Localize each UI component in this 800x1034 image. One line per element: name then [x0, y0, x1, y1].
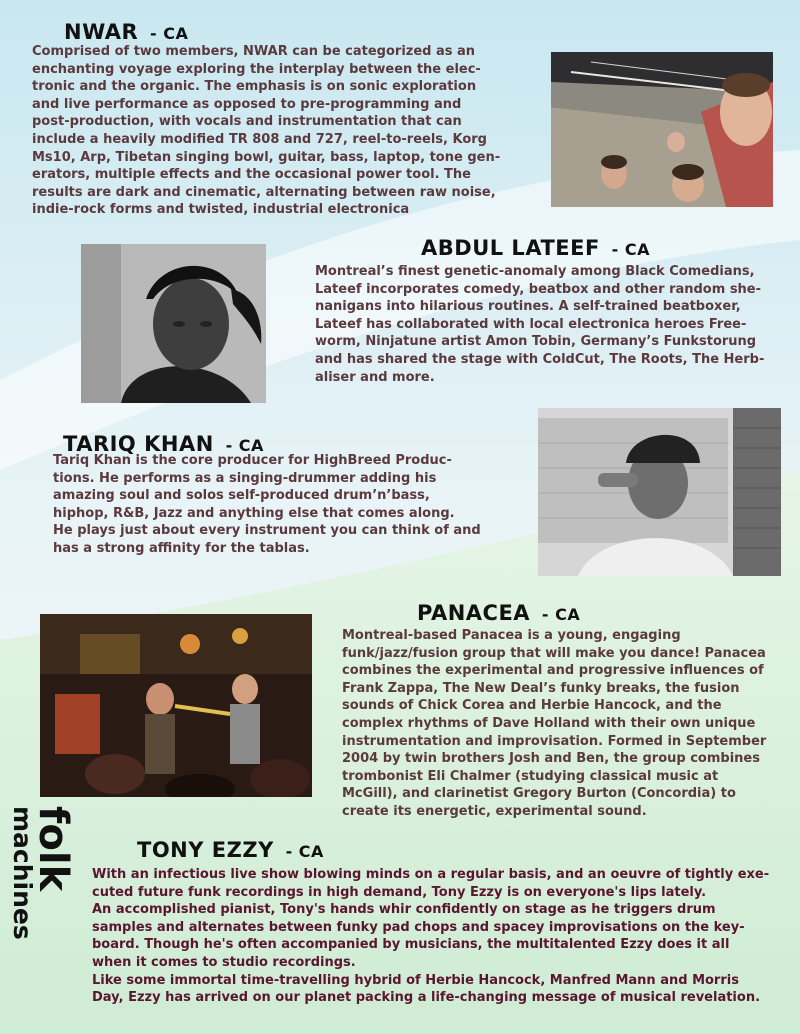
- bio-line: Lateef has collaborated with local electronica heroes Free-: [315, 316, 747, 332]
- bio-line: hiphop, R&B, Jazz and anything else that comes along.: [53, 505, 455, 521]
- bio-line: Frank Zappa, The New Deal’s funky breaks, the fusion: [342, 680, 740, 696]
- bio-line: Lateef incorporates comedy, beatbox and other random she-: [315, 281, 762, 297]
- artist-name: TARIQ KHAN: [63, 432, 214, 456]
- bio-line: aliser and more.: [315, 369, 435, 385]
- bio-line: amazing soul and solos self-produced drum’n’bass,: [53, 488, 430, 504]
- folk-machines-logo: [2, 800, 72, 1010]
- artist-bio-tariq-khan: [53, 452, 481, 558]
- bio-line: erators, multiple effects and the occasional power tool. The: [32, 167, 471, 183]
- artist-name: TONY EZZY: [137, 838, 274, 862]
- bio-line: post-production, with vocals and instrumentation that can: [32, 114, 462, 130]
- photo-abdul-lateef: [81, 244, 266, 403]
- bio-line: complex rhythms of Dave Holland with their own unique: [342, 715, 756, 731]
- photo-nwar-subway: [551, 52, 773, 207]
- bio-line: nanigans into hilarious routines. A self-trained beatboxer,: [315, 299, 741, 315]
- logo-word-folk: folk: [30, 806, 72, 892]
- bio-line: instrumentation and improvisation. Formed in September: [342, 733, 767, 749]
- bio-line: Like some immortal time-travelling hybrid of Herbie Hancock, Manfred Mann and Morris: [92, 972, 739, 988]
- bio-line: funk/jazz/fusion group that will make you dance! Panacea: [342, 645, 766, 661]
- bio-line: Ms10, Arp, Tibetan singing bowl, guitar, bass, laptop, tone gen-: [32, 149, 501, 165]
- bio-line: He plays just about every instrument you can think of and: [53, 523, 481, 539]
- artist-bio-panacea: [342, 627, 766, 821]
- bio-line: has a strong affinity for the tablas.: [53, 540, 310, 556]
- bio-line: samples and alternates between funky pad chops and spacey improvisations on the key-: [92, 919, 745, 935]
- logo-word-machines: machines: [8, 806, 37, 940]
- artist-heading-tony-ezzy: [137, 838, 324, 862]
- artist-region: - CA: [225, 436, 264, 455]
- bio-line: results are dark and cinematic, alternating between raw noise,: [32, 184, 496, 200]
- artist-bio-tony-ezzy: [92, 866, 769, 1007]
- bio-line: Montreal’s finest genetic-anomaly among Black Comedians,: [315, 264, 755, 279]
- bio-line: tronic and the organic. The emphasis is on sonic exploration: [32, 79, 477, 95]
- artist-heading-abdul-lateef: [421, 236, 650, 260]
- bio-line: sounds of Chick Corea and Herbie Hancock, and the: [342, 698, 722, 714]
- artist-region: - CA: [285, 842, 324, 861]
- artist-bio-nwar: [32, 43, 500, 219]
- photo-panacea-band: [40, 614, 312, 797]
- bio-line: trombonist Eli Chalmer (studying classical music at: [342, 768, 719, 784]
- bio-line: McGill), and clarinetist Gregory Burton (Concordia) to: [342, 786, 736, 802]
- bio-line: Comprised of two members, NWAR can be categorized as an: [32, 44, 476, 59]
- artist-region: - CA: [150, 24, 189, 43]
- bio-line: indie-rock forms and twisted, industrial electronica: [32, 202, 410, 218]
- artist-region: - CA: [611, 240, 650, 259]
- artist-name: ABDUL LATEEF: [421, 236, 600, 260]
- artist-heading-panacea: [417, 601, 580, 625]
- bio-line: board. Though he's often accompanied by musicians, the multitalented Ezzy does it all: [92, 937, 730, 953]
- bio-line: Tariq Khan is the core producer for HighBreed Produc-: [53, 453, 452, 468]
- bio-line: tions. He performs as a singing-drummer adding his: [53, 470, 437, 486]
- artist-region: - CA: [541, 605, 581, 624]
- bio-line: Montreal-based Panacea is a young, engaging: [342, 628, 681, 643]
- bio-line: enchanting voyage exploring the interplay between the elec-: [32, 61, 481, 77]
- artist-heading-nwar: [64, 20, 188, 44]
- artist-bio-abdul-lateef: [315, 263, 764, 386]
- bio-line: An accomplished pianist, Tony's hands whir confidently on stage as he triggers drum: [92, 902, 716, 918]
- bio-line: include a heavily modified TR 808 and 727, reel-to-reels, Korg: [32, 131, 487, 147]
- bio-line: 2004 by twin brothers Josh and Ben, the group combines: [342, 751, 760, 767]
- artist-name: PANACEA: [417, 601, 531, 625]
- bio-line: and has shared the stage with ColdCut, The Roots, The Herb-: [315, 351, 765, 367]
- bio-line: when it comes to studio recordings.: [92, 954, 356, 970]
- bio-line: combines the experimental and progressive influences of: [342, 663, 764, 679]
- artist-name: NWAR: [64, 20, 139, 44]
- bio-line: Day, Ezzy has arrived on our planet packing a life-changing message of musical revelation.: [92, 990, 761, 1006]
- bio-line: cuted future funk recordings in high demand, Tony Ezzy is on everyone's lips lately.: [92, 884, 707, 900]
- bio-line: With an infectious live show blowing minds on a regular basis, and an oeuvre of tightly exe-: [92, 867, 770, 882]
- bio-line: and live performance as opposed to pre-programming and: [32, 96, 462, 112]
- bio-line: create its energetic, experimental sound.: [342, 803, 647, 819]
- bio-line: worm, Ninjatune artist Amon Tobin, Germany’s Funkstorung: [315, 334, 757, 350]
- photo-tariq-khan: [538, 408, 781, 576]
